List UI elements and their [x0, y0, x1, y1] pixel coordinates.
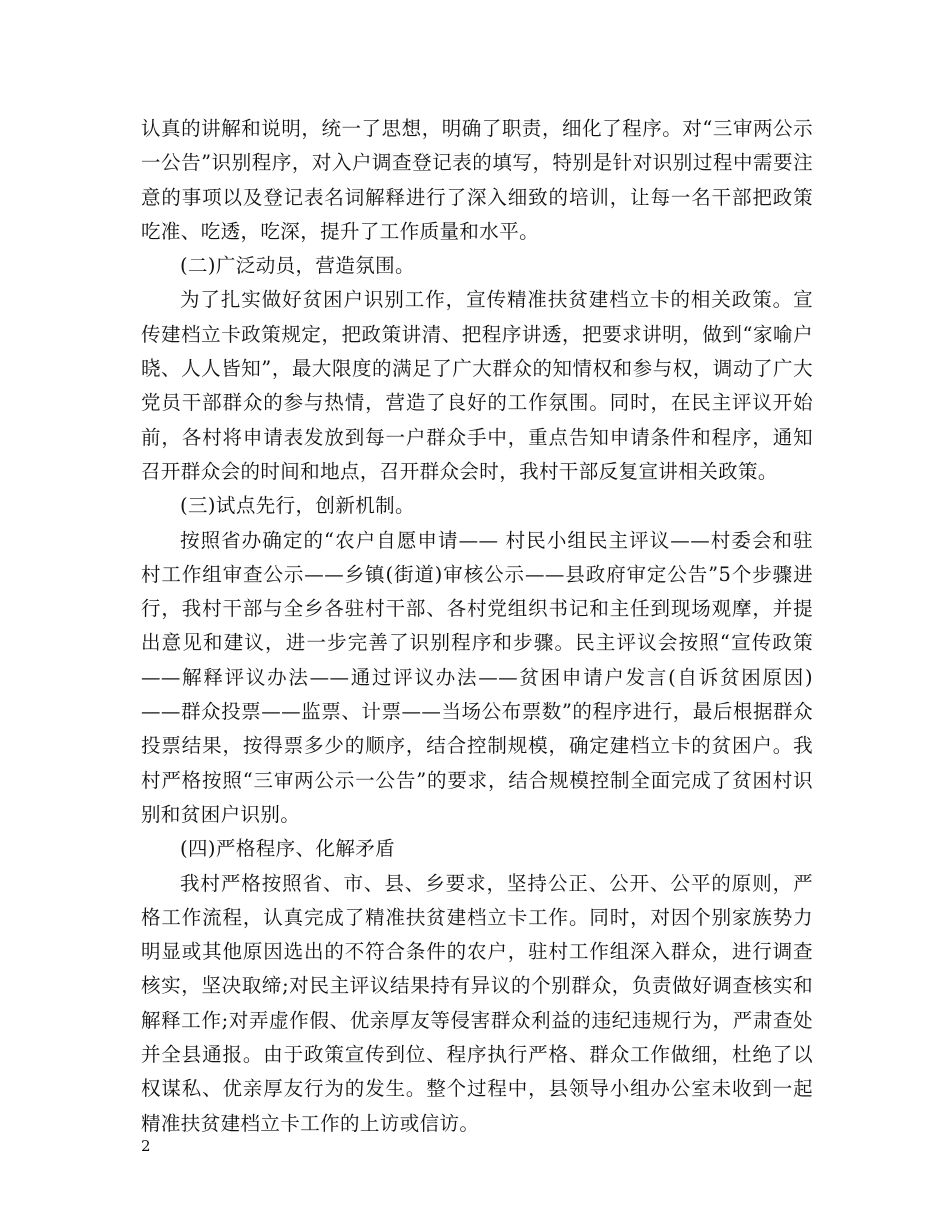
section-heading-2: (二)广泛动员，营造氛围。: [180, 254, 415, 278]
paragraph-procedure: 我村严格按照省、市、县、乡要求，坚持公正、公开、公平的原则，严格工作流程，认真完成了精准扶贫建档立卡工作。同时，对因个别家族势力明显或其他原因选出的不符合条件的农户，驻村工作组深入群众，进行调查核实，坚决取缔;对民主评议结果持有异议的个别群众，负责做好调查核实和解释工作;对弄虚作假、优亲厚友等侵害群众利益的违纪违规行为，严肃查处并全县通报。由于政策宣传到位、程序执行严格、群众工作做细，杜绝了以权谋私、优亲厚友行为的发生。整个过程中，县领导小组办公室未收到一起精准扶贫建档立卡工作的上访或信访。: [141, 871, 813, 1135]
document-body: [141, 112, 813, 1141]
paragraph-pilot: 按照省办确定的“农户自愿申请—— 村民小组民主评议——村委会和驻村工作组审查公示——乡镇(街道)审核公示——县政府审定公告”5个步骤进行，我村干部与全乡各驻村干部、各村党组织书记和主任到现场观摩，并提出意见和建议，进一步完善了识别程序和步骤。民主评议会按照“宣传政策——解释评议办法——通过评议办法——贫困申请户发言(自诉贫困原因)——群众投票——监票、计票——当场公布票数”的程序进行，最后根据群众投票结果，按得票多少的顺序，结合控制规模，确定建档立卡的贫困户。我村严格按照“三审两公示一公告”的要求，结合规模控制全面完成了贫困村识别和贫困户识别。: [141, 528, 813, 826]
section-heading-4: (四)严格程序、化解矛盾: [180, 837, 396, 861]
section-heading-3: (三)试点先行，创新机制。: [180, 494, 415, 518]
paragraph-continuation: 认真的讲解和说明，统一了思想，明确了职责，细化了程序。对“三审两公示一公告”识别程序，对入户调查登记表的填写，特别是针对识别过程中需要注意的事项以及登记表名词解释进行了深入细致的培训，让每一名干部把政策吃准、吃透，吃深，提升了工作质量和水平。: [141, 117, 813, 243]
paragraph-mobilization: 为了扎实做好贫困户识别工作，宣传精准扶贫建档立卡的相关政策。宣传建档立卡政策规定，把政策讲清、把程序讲透，把要求讲明，做到“家喻户晓、人人皆知”，最大限度的满足了广大群众的知情权和参与权，调动了广大党员干部群众的参与热情，营造了良好的工作氛围。同时，在民主评议开始前，各村将申请表发放到每一户群众手中，重点告知申请条件和程序，通知召开群众会的时间和地点，召开群众会时，我村干部反复宣讲相关政策。: [141, 288, 813, 483]
page-number: 2: [141, 1137, 151, 1155]
